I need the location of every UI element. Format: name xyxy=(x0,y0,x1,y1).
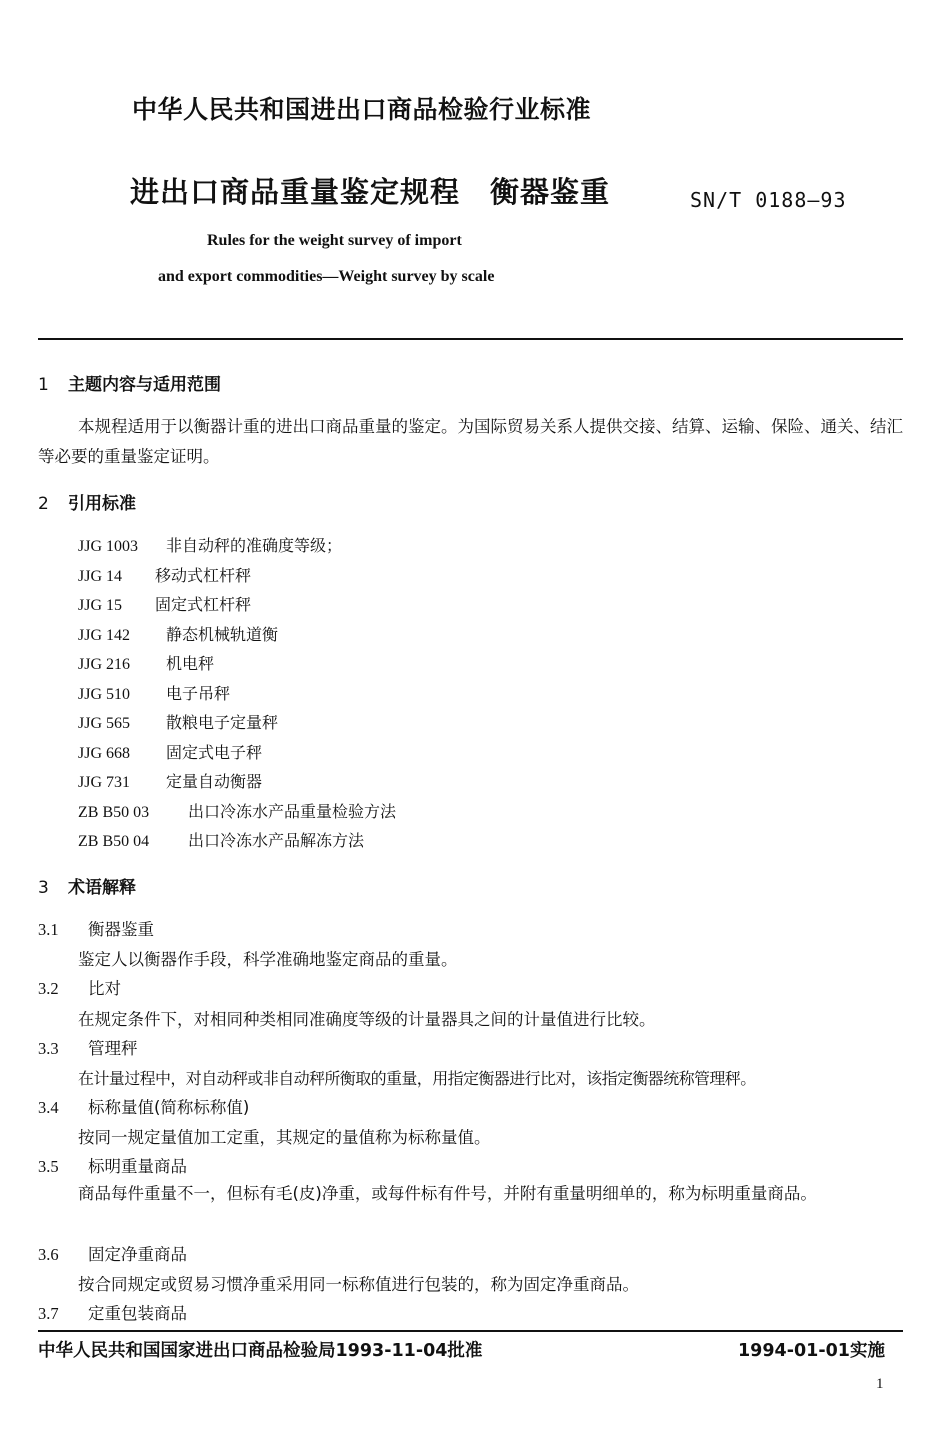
term-name: 管理秤 xyxy=(88,1039,138,1058)
document-title-cn: 进出口商品重量鉴定规程 衡器鉴重 xyxy=(130,175,611,209)
standard-ref-name: 移动式杠杆秤 xyxy=(155,565,252,585)
section-title: 主题内容与适用范围 xyxy=(68,375,221,395)
standard-ref-code: JJG 668 xyxy=(78,744,131,762)
term-heading xyxy=(38,975,121,999)
term-definition: 按同一规定量值加工定重，其规定的量值称为标称量值。 xyxy=(78,1128,491,1147)
term-heading xyxy=(38,1153,187,1177)
term-definition: 在规定条件下，对相同种类相同准确度等级的计量器具之间的计量值进行比较。 xyxy=(78,1010,656,1029)
standard-ref-name: 散粮电子定量秤 xyxy=(166,713,279,732)
standard-ref-name: 机电秤 xyxy=(166,654,215,673)
list-item xyxy=(78,708,396,738)
referenced-standards-list xyxy=(78,531,396,856)
standard-ref-name: 定量自动衡器 xyxy=(166,772,263,791)
list-item xyxy=(78,679,396,709)
implementation-date: 1994-01-01实施 xyxy=(738,1341,885,1361)
term-number: 3.7 xyxy=(38,1304,59,1323)
term-heading xyxy=(38,1300,187,1324)
list-item xyxy=(78,797,396,827)
standard-ref-code: JJG 1003 xyxy=(78,538,139,555)
term-name: 标明重量商品 xyxy=(88,1157,187,1176)
term-heading xyxy=(38,1035,138,1059)
standard-ref-code: JJG 565 xyxy=(78,715,131,732)
term-name: 固定净重商品 xyxy=(88,1245,187,1264)
section-title: 术语解释 xyxy=(68,878,136,898)
standard-ref-code: ZB B50 04 xyxy=(78,833,150,850)
term-number: 3.4 xyxy=(38,1098,59,1117)
standard-ref-name: 固定式杠杆秤 xyxy=(155,595,252,614)
footer-divider xyxy=(38,1330,903,1332)
term-number: 3.3 xyxy=(38,1039,59,1058)
document-title-en-line1: Rules for the weight survey of import xyxy=(207,232,462,249)
standard-ref-name: 出口冷冻水产品解冻方法 xyxy=(188,831,365,850)
term-name: 定重包装商品 xyxy=(88,1304,187,1323)
list-item xyxy=(78,561,396,591)
term-number: 3.6 xyxy=(38,1245,59,1264)
standard-ref-code: JJG 216 xyxy=(78,656,131,673)
term-definition: 鉴定人以衡器作手段，科学准确地鉴定商品的重量。 xyxy=(78,950,458,969)
header-divider xyxy=(38,338,903,340)
term-definition: 按合同规定或贸易习惯净重采用同一标称值进行包装的，称为固定净重商品。 xyxy=(78,1275,639,1294)
section-3-heading xyxy=(38,873,136,898)
page-number: 1 xyxy=(876,1376,884,1392)
term-definition: 在计量过程中，对自动秤或非自动秤所衡取的重量，用指定衡器进行比对，该指定衡器统称管理秤。 xyxy=(78,1069,756,1088)
section-number: 1 xyxy=(38,375,49,395)
standard-ref-name: 固定式电子秤 xyxy=(166,742,263,762)
term-number: 3.1 xyxy=(38,920,59,939)
term-number: 3.5 xyxy=(38,1157,59,1176)
standard-ref-name: 电子吊秤 xyxy=(166,683,231,703)
list-item xyxy=(78,767,396,797)
standard-ref-code: JJG 142 xyxy=(78,626,131,644)
list-item xyxy=(78,738,396,768)
section-number: 3 xyxy=(38,878,49,898)
term-definition: 商品每件重量不一，但标有毛(皮)净重，或每件标有件号，并附有重量明细单的，称为标明重量商品。 xyxy=(78,1184,817,1203)
section-1-paragraph: 本规程适用于以衡器计重的进出口商品重量的鉴定。为国际贸易关系人提供交接、结算、运输、保险、通关、结汇等必要的重量鉴定证明。 xyxy=(38,417,903,466)
standard-ref-code: JJG 15 xyxy=(78,597,123,614)
standard-ref-name: 出口冷冻水产品重量检验方法 xyxy=(188,801,397,821)
list-item xyxy=(78,649,396,679)
standard-ref-code: JJG 510 xyxy=(78,685,131,703)
list-item xyxy=(78,620,396,650)
standard-ref-name: 静态机械轨道衡 xyxy=(166,624,279,644)
list-item xyxy=(78,826,396,856)
term-heading xyxy=(38,1241,187,1265)
list-item xyxy=(78,531,396,561)
term-name: 衡器鉴重 xyxy=(88,920,154,939)
standard-ref-name: 非自动秤的准确度等级； xyxy=(166,536,343,555)
section-number: 2 xyxy=(38,494,49,514)
term-heading xyxy=(38,1094,249,1118)
term-name: 标称量值(简称标称值) xyxy=(88,1098,250,1117)
industry-standard-heading: 中华人民共和国进出口商品检验行业标准 xyxy=(132,95,592,124)
term-number: 3.2 xyxy=(38,979,59,998)
standard-ref-code: ZB B50 03 xyxy=(78,803,150,821)
list-item xyxy=(78,590,396,620)
document-title-en-line2: and export commodities—Weight survey by scale xyxy=(158,268,495,285)
section-1-heading xyxy=(38,370,221,395)
term-heading xyxy=(38,916,154,940)
standard-ref-code: JJG 731 xyxy=(78,774,131,791)
term-name: 比对 xyxy=(88,979,121,998)
approval-statement: 中华人民共和国国家进出口商品检验局1993-11-04批准 xyxy=(38,1341,483,1361)
standard-code: SN/T 0188—93 xyxy=(690,188,847,212)
section-2-heading xyxy=(38,489,136,514)
section-title: 引用标准 xyxy=(68,494,136,514)
standard-ref-code: JJG 14 xyxy=(78,567,123,585)
